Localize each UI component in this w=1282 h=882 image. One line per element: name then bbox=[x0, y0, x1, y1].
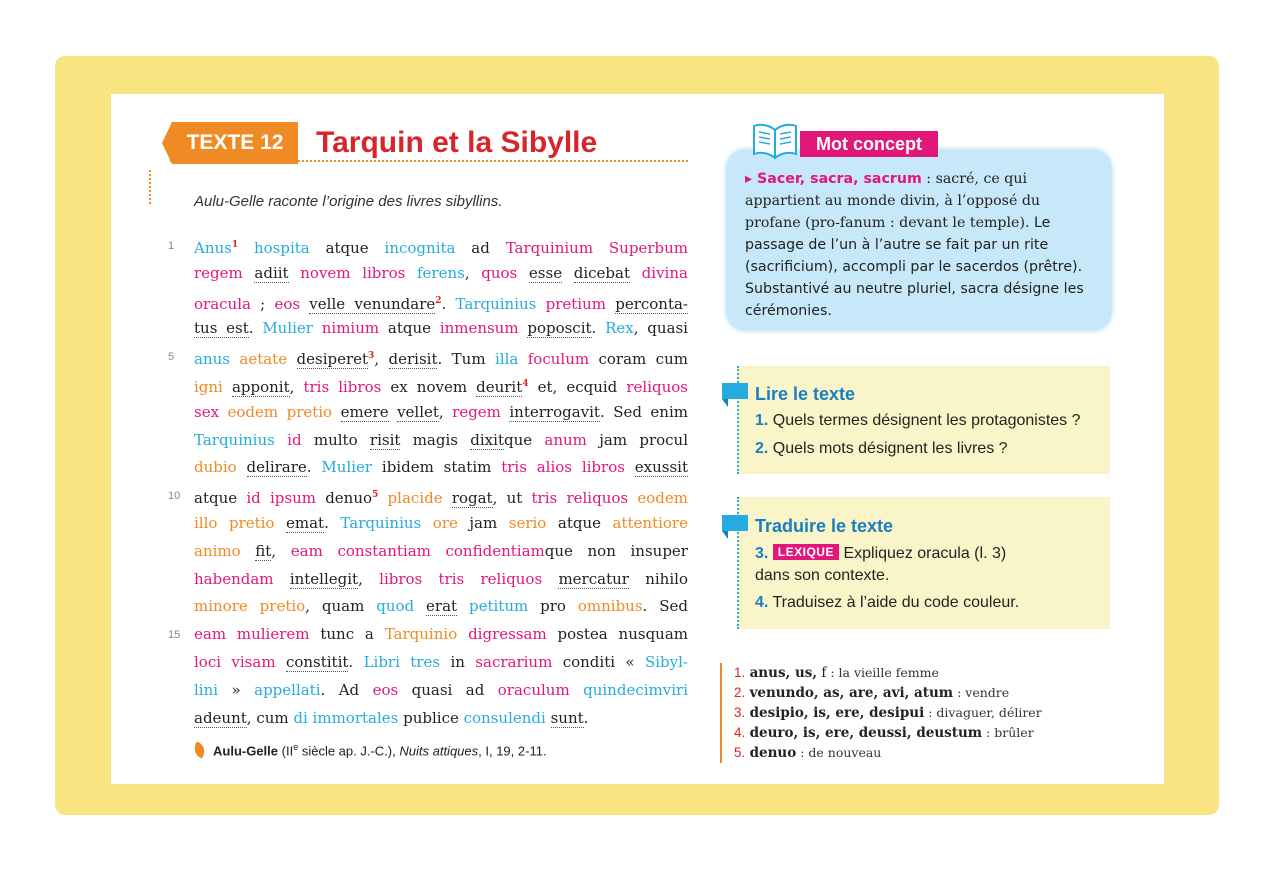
dotted-rule-vertical bbox=[149, 170, 151, 204]
latin-line: atque id ipsum denuo$^5$ placide rogat, ut tris reliquos eodem bbox=[194, 489, 688, 508]
open-book-icon bbox=[751, 120, 799, 160]
question-4: 4. Traduisez à l’aide du code couleur. bbox=[755, 594, 1020, 611]
source-author: Aulu-Gelle bbox=[213, 743, 279, 759]
mot-concept-label: Mot concept bbox=[800, 131, 938, 157]
question-1: 1. Quels termes désignent les protagonistes ? bbox=[755, 412, 1081, 429]
source-work: Nuits attiques bbox=[399, 743, 479, 759]
glossary-entry: 3. desipio, is, ere, desipui : divaguer, délirer bbox=[734, 705, 1042, 721]
latin-line: eam mulierem tunc a Tarquinio digressam postea nusquam bbox=[194, 625, 688, 644]
text-number-tag: TEXTE 12 bbox=[172, 122, 298, 164]
latin-line: Tarquinius id multo risit magis dixitque anum jam procul bbox=[194, 430, 688, 449]
latin-line: regem adiit novem libros ferens, quos esse dicebat divina bbox=[194, 263, 688, 282]
latin-line: oracula ; eos velle venundare$^2$. Tarquinius pretium perconta- bbox=[194, 294, 688, 313]
source-ref: , I, 19, 2-11. bbox=[478, 743, 547, 759]
concept-explanation: Le passage de l’un à l’autre se fait par un rite (sacrificium), accompli par le sacerdos (prêtre). Substantivé au neutre pluriel, sacra désigne les cérémonies. bbox=[745, 215, 1084, 319]
question-3: 3. LEXIQUE Expliquez oracula (l. 3) bbox=[755, 545, 1007, 562]
question-3-cont: dans son contexte. bbox=[755, 567, 890, 584]
glossary bbox=[720, 663, 1042, 763]
latin-text bbox=[194, 232, 688, 732]
glossary-entry: 2. venundo, as, are, avi, atum : vendre bbox=[734, 685, 1010, 701]
latin-line: animo fit, eam constantiam confidentiamque non insuper bbox=[194, 541, 688, 560]
line-number: 5 bbox=[168, 351, 175, 363]
latin-line: dubio delirare. Mulier ibidem statim tris alios libros exussit bbox=[194, 458, 688, 477]
source-century-rest: siècle ap. J.-C.), bbox=[298, 743, 396, 759]
lexique-badge: LEXIQUE bbox=[773, 544, 839, 560]
glossary-entry: 5. denuo : de nouveau bbox=[734, 745, 882, 761]
latin-line: Anus$^1$ hospita atque incognita ad Tarquinium Superbum bbox=[194, 239, 688, 257]
latin-line: habendam intellegit, libros tris reliquos mercatur nihilo bbox=[194, 569, 688, 588]
lire-title: Lire le texte bbox=[755, 384, 856, 404]
flag-marker bbox=[722, 515, 748, 531]
question-2: 2. Quels mots désignent les livres ? bbox=[755, 440, 1008, 457]
latin-line: adeunt, cum di immortales publice consulendi sunt. bbox=[194, 708, 589, 727]
flag-marker bbox=[722, 383, 748, 399]
latin-line: tus est. Mulier nimium atque inmensum poposcit. Rex, quasi bbox=[194, 319, 688, 338]
source-century: (II bbox=[281, 743, 294, 759]
source-century-sup: e bbox=[293, 742, 299, 752]
traduire-title: Traduire le texte bbox=[755, 516, 894, 536]
leaf-icon bbox=[192, 742, 207, 759]
concept-definition: : sacré, ce qui appartient au monde divin, à l’opposé du profane (pro-fanum : devant le temple). bbox=[745, 171, 1041, 231]
latin-line: anus aetate desiperet$^3$, derisit. Tum illa foculum coram cum bbox=[194, 350, 688, 369]
concept-headword: ▸ Sacer, sacra, sacrum bbox=[745, 171, 922, 187]
line-number: 1 bbox=[168, 240, 175, 252]
glossary-entry: 1. anus, us, f : la vieille femme bbox=[734, 665, 939, 681]
latin-line: sex eodem pretio emere vellet, regem interrogavit. Sed enim bbox=[194, 402, 688, 421]
glossary-entry: 4. deuro, is, ere, deussi, deustum : brûler bbox=[734, 725, 1034, 741]
latin-line: lini » appellati. Ad eos quasi ad oraculum quindecimviri bbox=[194, 680, 688, 699]
line-number: 10 bbox=[168, 490, 181, 502]
latin-line: igni apponit, tris libros ex novem deurit$^4$ et, ecquid reliquos bbox=[194, 377, 688, 396]
line-number: 15 bbox=[168, 629, 181, 641]
dotted-rule bbox=[170, 160, 688, 162]
latin-line: loci visam constitit. Libri tres in sacrarium conditi « Sibyl- bbox=[194, 652, 688, 671]
latin-line: illo pretio emat. Tarquinius ore jam serio atque attentiore bbox=[194, 513, 688, 532]
latin-line: minore pretio, quam quod erat petitum pro omnibus. Sed bbox=[194, 597, 688, 616]
source-citation bbox=[194, 742, 547, 758]
intro-text: Aulu-Gelle raconte l’origine des livres sibyllins. bbox=[194, 193, 503, 210]
mot-concept-text bbox=[745, 168, 1097, 322]
page-title: Tarquin et la Sibylle bbox=[316, 126, 598, 159]
